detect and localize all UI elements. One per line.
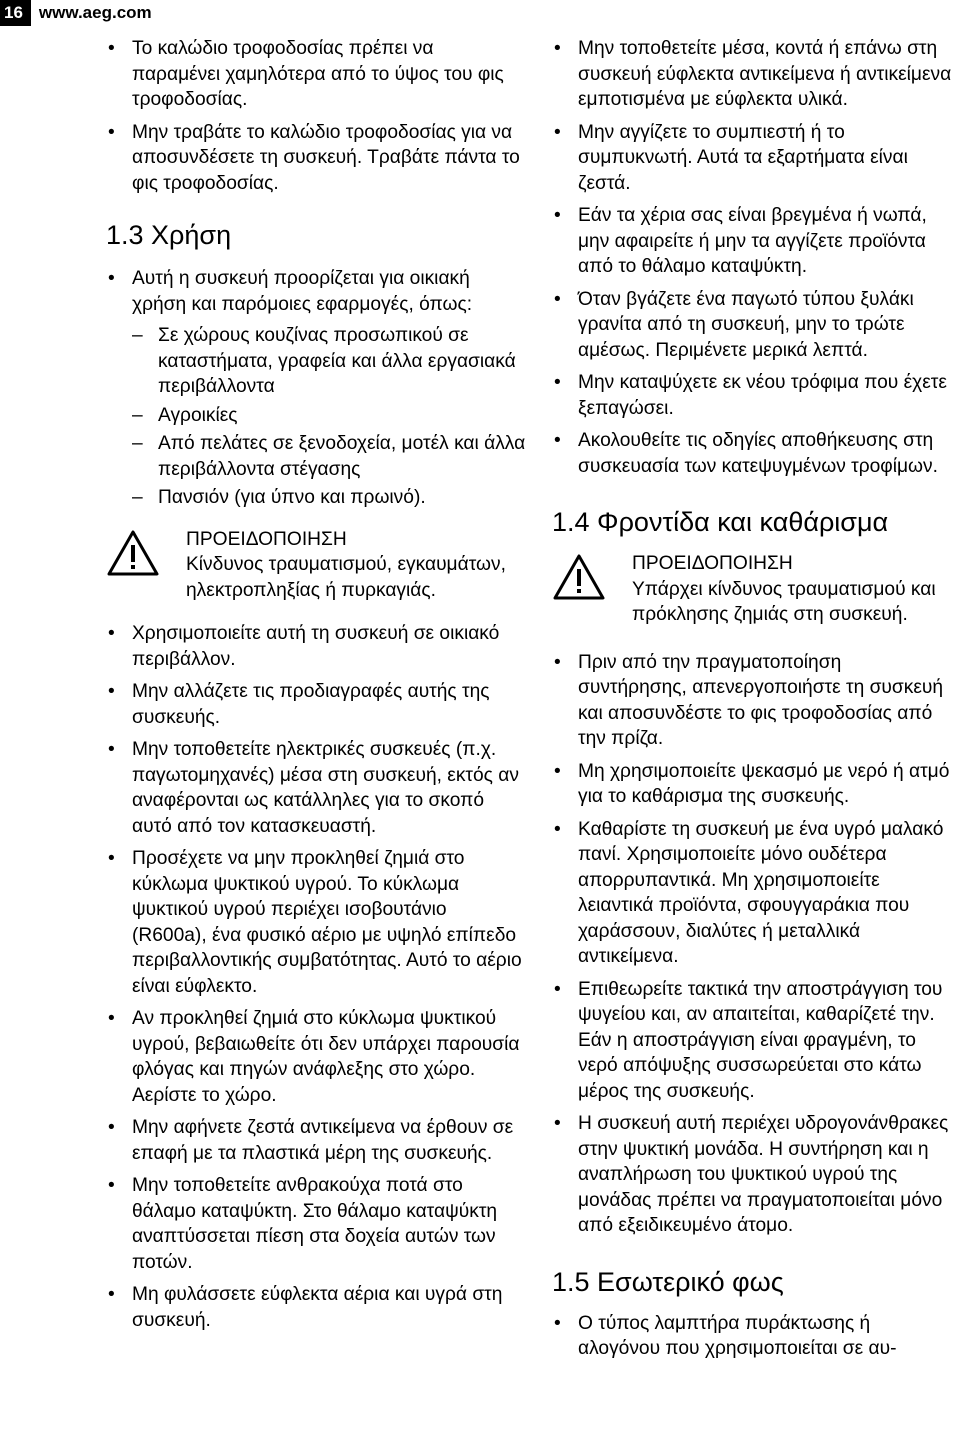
list-item: • Εάν τα χέρια σας είναι βρεγμένα ή νωπά, μην αφαιρείτε ή μην τα αγγίζετε προϊόντα από το θάλαμο καταψύκτη.	[552, 203, 952, 280]
warning-icon	[106, 529, 160, 577]
list-item: • Μη χρησιμοποιείτε ψεκασμό με νερό ή ατμό για το καθάρισμα της συσκευής.	[552, 759, 952, 810]
warning-title: ΠΡΟΕΙΔΟΠΟΙΗΣΗ	[186, 528, 347, 550]
list-item: • Μην τοποθετείτε ηλεκτρικές συσκευές (π.χ. παγωτομηχανές) μέσα στη συσκευή, εκτός αν αναφέρονται ως κατάλληλες για το σκοπό αυτό από τον κατασκευαστή.	[106, 737, 526, 839]
list-item: – Από πελάτες σε ξενοδοχεία, μοτέλ και άλλα περιβάλλοντα στέγασης	[132, 431, 526, 482]
list-item: • Το καλώδιο τροφοδοσίας πρέπει να παραμένει χαμηλότερα από το ύψος του φις τροφοδοσίας.	[106, 36, 526, 113]
list-item: • Αν προκληθεί ζημιά στο κύκλωμα ψυκτικού υγρού, βεβαιωθείτε ότι δεν υπάρχει παρουσία φλόγας και πηγών ανάφλεξης στο χώρο. Αερίστε το χώρο.	[106, 1006, 526, 1108]
list-item: • Ο τύπος λαμπτήρα πυράκτωσης ή αλογόνου που χρησιμοποιείται σε αυ-	[552, 1311, 952, 1362]
power-cord-list	[106, 36, 526, 196]
list-item: • Πριν από την πραγματοποίηση συντήρησης, απενεργοποιήστε τη συσκευή και αποσυνδέστε το φις τροφοδοσίας από την πρίζα.	[552, 650, 952, 752]
usage-list	[106, 266, 526, 317]
warning-text: Υπάρχει κίνδυνος τραυματισμού και πρόκλησης ζημιάς στη συσκευή.	[632, 578, 936, 625]
list-item: – Σε χώρους κουζίνας προσωπικού σε καταστήματα, γραφεία και άλλα εργασιακά περιβάλλοντα	[132, 323, 526, 400]
list-item: • Μη φυλάσσετε εύφλεκτα αέρια και υγρά στη συσκευή.	[106, 1282, 526, 1333]
list-item: – Πανσιόν (για ύπνο και πρωινό).	[132, 485, 526, 511]
care-list	[552, 650, 952, 1239]
warning-text: Κίνδυνος τραυματισμού, εγκαυμάτων, ηλεκτροπληξίας ή πυρκαγιάς.	[186, 554, 506, 601]
section-title-care: 1.4 Φροντίδα και καθάρισμα	[552, 507, 889, 537]
list-item: • Μην αφήνετε ζεστά αντικείμενα να έρθουν σε επαφή με τα πλαστικά μέρη της συσκευής.	[106, 1115, 526, 1166]
page-header	[0, 0, 152, 26]
list-item: • Μην τραβάτε το καλώδιο τροφοδοσίας για να αποσυνδέσετε τη συσκευή. Τραβάτε πάντα το φις τροφοδοσίας.	[106, 120, 526, 197]
warning-title: ΠΡΟΕΙΔΟΠΟΙΗΣΗ	[632, 553, 793, 574]
list-item	[106, 266, 526, 317]
section-title-interior-light: 1.5 Εσωτερικό φως	[552, 1266, 784, 1297]
warning-icon	[552, 553, 606, 601]
page-number: 16	[0, 0, 31, 26]
list-item: • Μην τοποθετείτε ανθρακούχα ποτά στο θάλαμο καταψύκτη. Στο θάλαμο καταψύκτη αναπτύσσεται πίεση στα δοχεία αυτών των ποτών.	[106, 1173, 526, 1275]
interior-light-list	[552, 1311, 952, 1362]
list-item: • Ακολουθείτε τις οδηγίες αποθήκευσης στη συσκευασία των κατεψυγμένων τροφίμων.	[552, 428, 952, 479]
website-link[interactable]: www.aeg.com	[38, 3, 152, 22]
warning-box	[106, 527, 526, 604]
list-item: • Μην αγγίζετε το συμπιεστή ή το συμπυκνωτή. Αυτά τα εξαρτήματα είναι ζεστά.	[552, 120, 952, 197]
usage-examples-list	[132, 323, 526, 511]
list-item: • Επιθεωρείτε τακτικά την αποστράγγιση του ψυγείου και, αν απαιτείται, καθαρίζετέ την. Εάν η αποστράγγιση είναι φραγμένη, το νερό απόψυξης συσσωρεύεται στο κάτω μέρος της συσκευής.	[552, 977, 952, 1105]
usage-safety-list	[106, 621, 526, 1333]
list-item: • Καθαρίστε τη συσκευή με ένα υγρό μαλακό πανί. Χρησιμοποιείτε μόνο ουδέτερα απορρυπαντικά. Μη χρησιμοποιείτε λειαντικά προϊόντα, σφουγγαράκια που χαράσσουν, διαλύτες ή μεταλλικά αντικείμενα.	[552, 817, 952, 970]
list-item: • Χρησιμοποιείτε αυτή τη συσκευή σε οικιακό περιβάλλον.	[106, 621, 526, 672]
section-title-usage: 1.3 Χρήση	[106, 220, 232, 250]
list-item: • Μην τοποθετείτε μέσα, κοντά ή επάνω στη συσκευή εύφλεκτα αντικείμενα ή αντικείμενα εμποτισμένα με εύφλεκτα υλικά.	[552, 36, 952, 113]
warning-box	[552, 551, 952, 628]
right-column	[552, 36, 952, 1369]
usage-intro: Αυτή η συσκευή προορίζεται για οικιακή χρήση και παρόμοιες εφαρμογές, όπως:	[132, 268, 473, 315]
usage-continued-list	[552, 36, 952, 479]
list-item: • Προσέχετε να μην προκληθεί ζημιά στο κύκλωμα ψυκτικού υγρού. Το κύκλωμα ψυκτικού υγρού περιέχει ισοβουτάνιο (R600a), ένα φυσικό αέριο με υψηλό επίπεδο περιβαλλοντικής συμβατότητας. Αυτό το αέριο είναι εύφλεκτο.	[106, 846, 526, 999]
list-item: • Όταν βγάζετε ένα παγωτό τύπου ξυλάκι γρανίτα από τη συσκευή, μην το τρώτε αμέσως. Περιμένετε μερικά λεπτά.	[552, 287, 952, 364]
list-item: • Η συσκευή αυτή περιέχει υδρογονάνθρακες στην ψυκτική μονάδα. Η συντήρηση και η αναπλήρωση του ψυκτικού υγρού της μονάδας πρέπει να πραγματοποιείται μόνο από εξειδικευμένο άτομο.	[552, 1111, 952, 1239]
left-column	[106, 36, 526, 1340]
list-item: • Μην αλλάζετε τις προδιαγραφές αυτής της συσκευής.	[106, 679, 526, 730]
list-item: – Αγροικίες	[132, 403, 526, 429]
list-item: • Μην καταψύχετε εκ νέου τρόφιμα που έχετε ξεπαγώσει.	[552, 370, 952, 421]
